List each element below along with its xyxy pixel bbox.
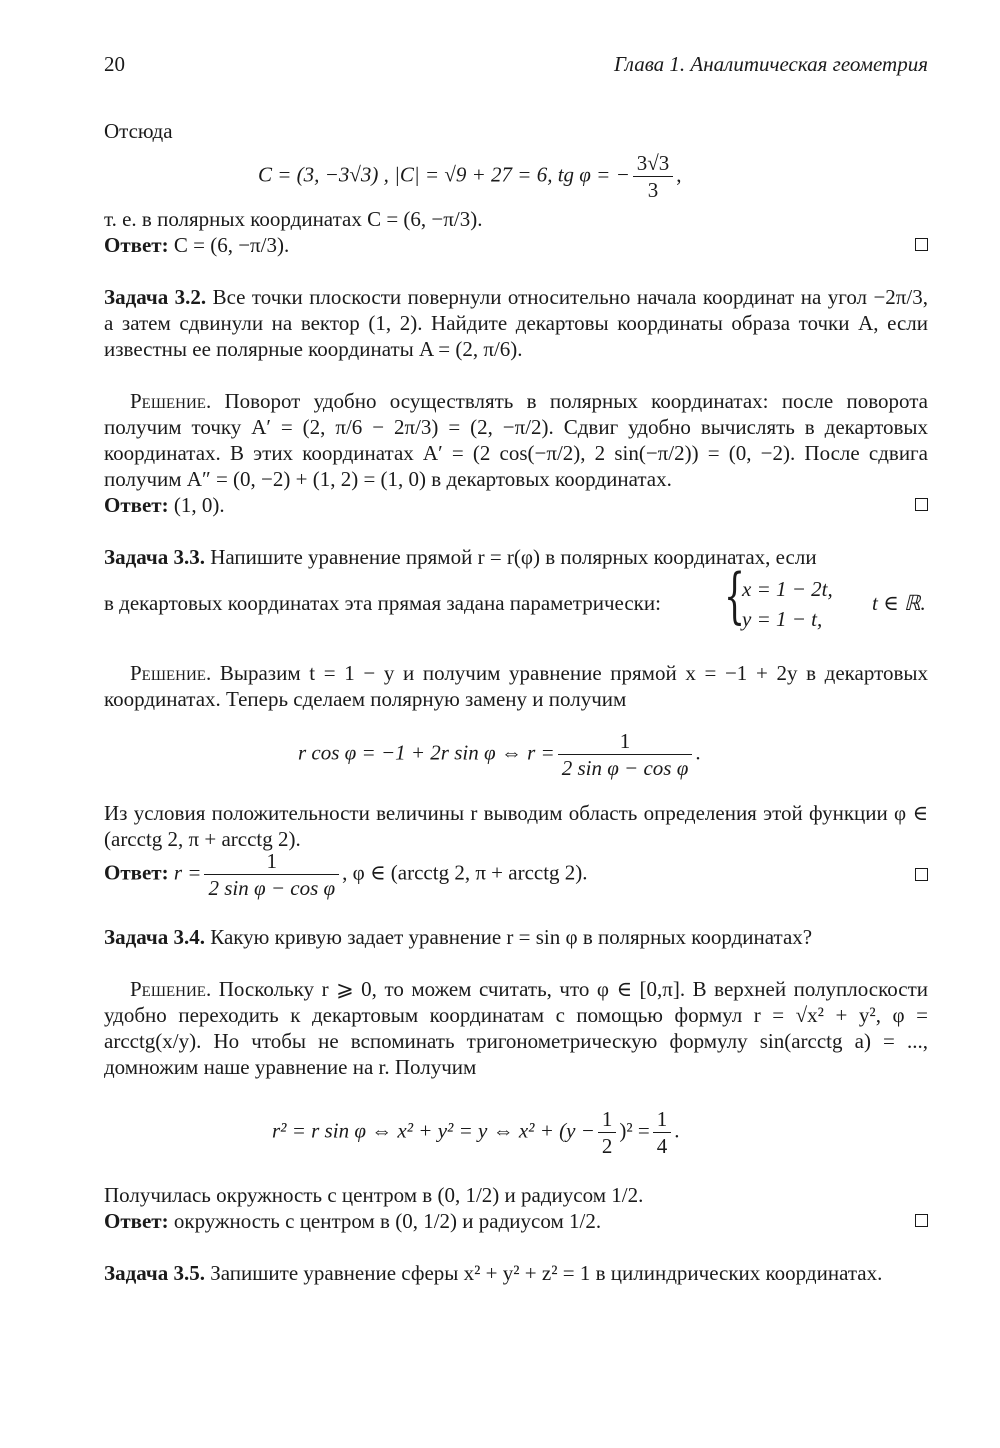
system-parameter: t ∈ ℝ. <box>872 591 926 615</box>
qed-mark <box>915 498 928 511</box>
domain-text: Из условия положительности величины r выводим область определения этой функции φ ∈ (arcctg 2, π + arcctg 2). <box>104 801 928 851</box>
equation-c-main: C = (3, −3√3) , |C| = √9 + 27 = 6, tg φ = − <box>258 162 630 187</box>
system-brace: { <box>724 561 746 631</box>
answer-block1: Ответ: C = (6, −π/3). <box>104 233 290 257</box>
qed-mark <box>915 868 928 881</box>
system-line-2: y = 1 − t, <box>742 607 823 631</box>
qed-mark <box>915 1214 928 1227</box>
result-text: Получилась окружность с центром в (0, 1/2) и радиусом 1/2. <box>104 1183 644 1207</box>
equation-circle: r² = r sin φ ⇔ x² + y² = y ⇔ x² + (y − $\frac{1}{2}$ )² = $\frac{1}{4}$ . <box>272 1107 680 1158</box>
polar-coordinates-line: т. е. в полярных координатах C = (6, −π/3). <box>104 207 483 231</box>
half-fraction: $\frac{1}{2}$ <box>598 1106 617 1159</box>
answer-3-3: Ответ: r = $\frac{1}{\text{2 sin φ − cos φ}}$ , φ ∈ (arcctg 2, π + arcctg 2). <box>104 849 588 900</box>
answer-3-2: Ответ: (1, 0). <box>104 493 225 517</box>
task-3-5: Задача 3.5. Запишите уравнение сферы x² + y² + z² = 1 в цилиндрических координатах. <box>104 1261 883 1285</box>
solution-3-4: Решение. Поскольку r ⩾ 0, то можем считать, что φ ∈ [0,π]. В верхней полуплоскости удобно переходить к декартовым координатам с помощью формул r = √x² + y², φ = arcctg(x/y). Но чтобы не вспоминать тригонометрическую формулу sin(arcctg a) = ..., домножим наше уравнение на r. Получим <box>104 977 928 1079</box>
task-3-3-continuation: в декартовых координатах эта прямая задана параметрически: <box>104 591 661 615</box>
solution-3-3: Решение. Выразим t = 1 − y и получим уравнение прямой x = −1 + 2y в декартовых координатах. Теперь сделаем полярную замену и получим <box>104 661 928 711</box>
page-number: 20 <box>104 52 125 76</box>
equation-c-fraction: $\frac{3√3}{3}$ <box>633 150 674 203</box>
qed-mark <box>915 238 928 251</box>
task-3-3: Задача 3.3. Напишите уравнение прямой r = r(φ) в полярных координатах, если <box>104 545 817 569</box>
quarter-fraction: $\frac{1}{4}$ <box>653 1106 672 1159</box>
task-3-2: Задача 3.2. Все точки плоскости повернули относительно начала координат на угол −2π/3, а затем сдвинули на вектор (1, 2). Найдите декартовы координаты образа точки A, если известны ее полярные координаты A = (2, π/6). <box>104 285 928 361</box>
page-header <box>104 52 928 80</box>
solution-3-2: Решение. Поворот удобно осуществлять в полярных координатах: после поворота получим точку A′ = (2, π/6 − 2π/3) = (2, −π/2). Сдвиг удобно вычислять в декартовых координатах. В этих координатах A′ = (2 cos(−π/2), 2 sin(−π/2)) = (0, −2). После сдвига получим A″ = (0, −2) + (1, 2) = (1, 0) в декартовых координатах. <box>104 389 928 491</box>
equation-r-fraction: $\frac{1}{\text{2 sin φ − cos φ}}$ <box>558 728 693 781</box>
system-line-1: x = 1 − 2t, <box>742 577 833 601</box>
answer-fraction: $\frac{1}{\text{2 sin φ − cos φ}}$ <box>204 848 339 901</box>
intro-text: Отсюда <box>104 119 173 143</box>
task-3-4: Задача 3.4. Какую кривую задает уравнение r = sin φ в полярных координатах? <box>104 925 813 949</box>
equation-c: C = (3, −3√3) , |C| = √9 + 27 = 6, tg φ = − $\frac{3√3}{3}$ , <box>258 151 682 202</box>
equation-r-polar: r cos φ = −1 + 2r sin φ ⇔ r = $\frac{1}{\text{2 sin φ − cos φ}}$ . <box>298 729 701 780</box>
running-title: Глава 1. Аналитическая геометрия <box>613 52 928 76</box>
answer-3-4: Ответ: окружность с центром в (0, 1/2) и радиусом 1/2. <box>104 1209 602 1233</box>
